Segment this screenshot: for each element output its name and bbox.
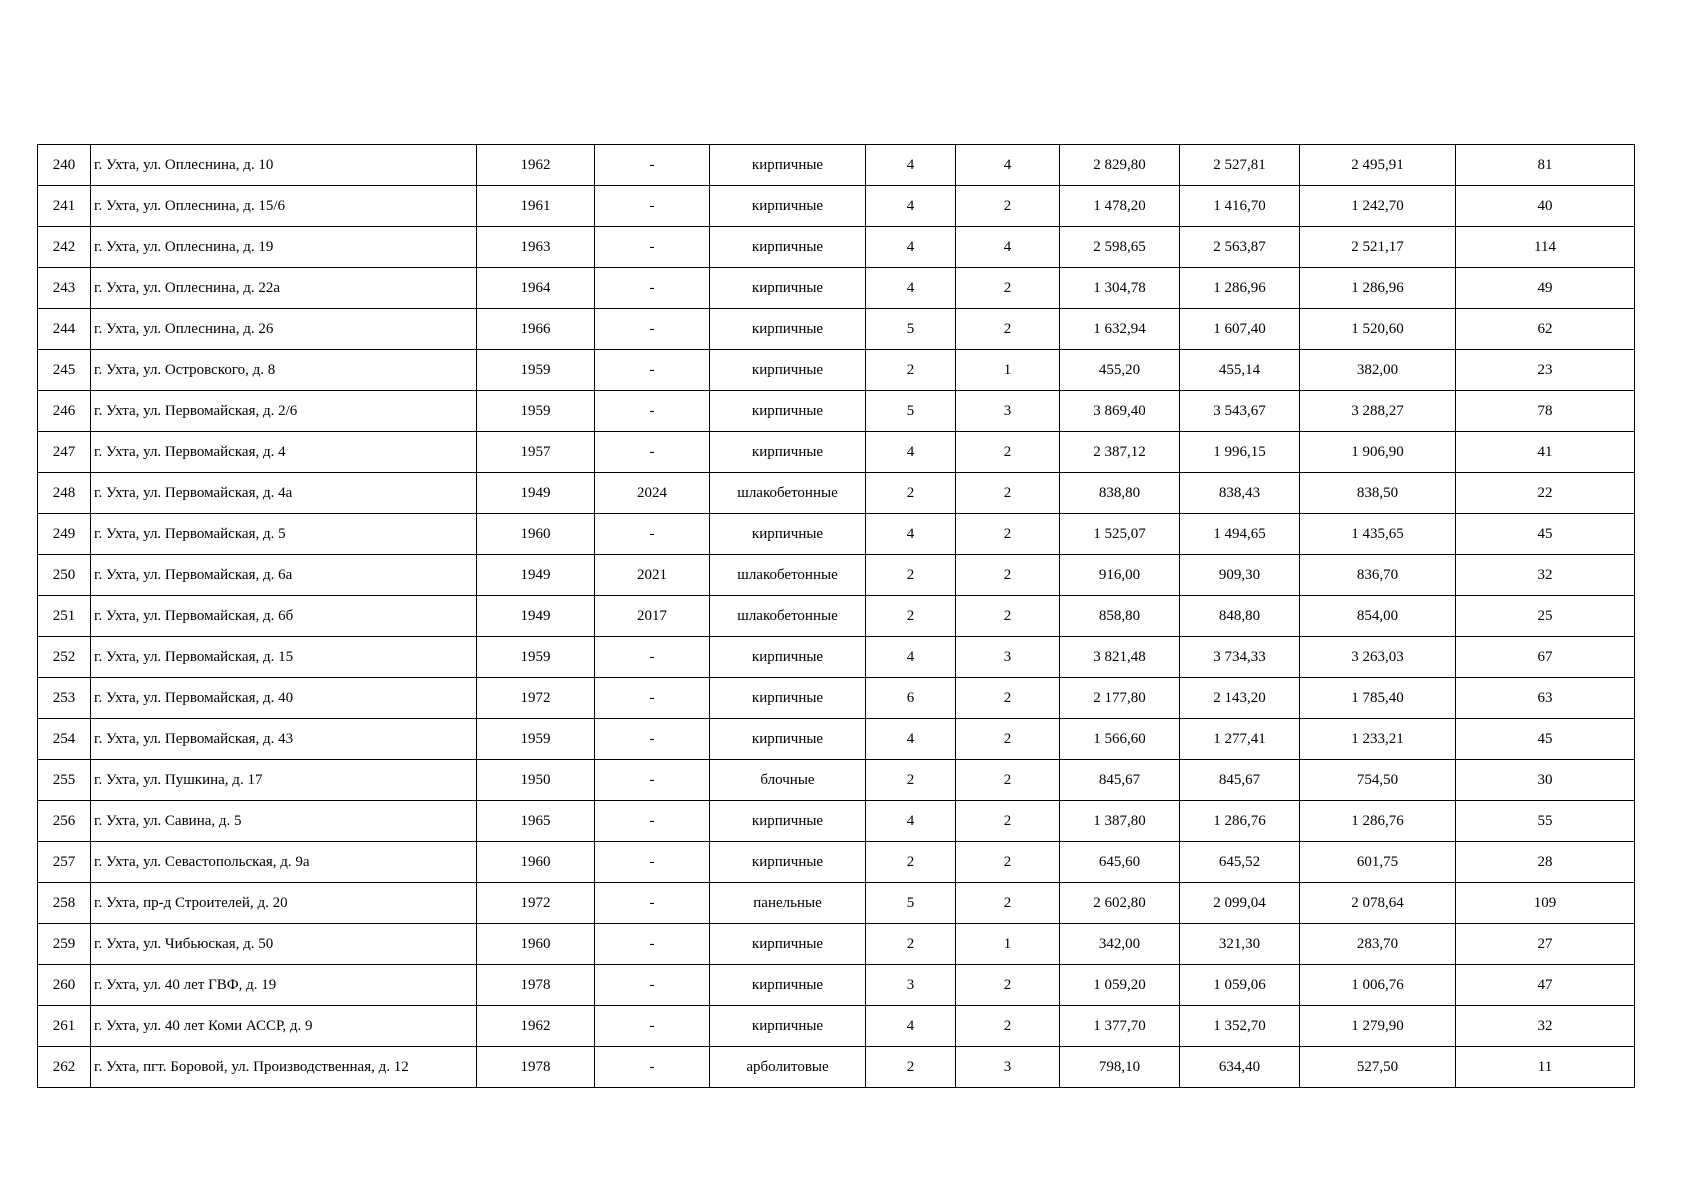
row-number: 252	[38, 637, 91, 678]
table-row	[38, 514, 1635, 555]
entrances-cell: 2	[956, 842, 1060, 883]
address-cell: г. Ухта, пгт. Боровой, ул. Производственная, д. 12	[91, 1047, 477, 1088]
floors-cell: 4	[866, 801, 956, 842]
row-number: 241	[38, 186, 91, 227]
floors-cell: 2	[866, 924, 956, 965]
total-area-cell: 1 525,07	[1060, 514, 1180, 555]
table-row	[38, 432, 1635, 473]
residents-cell: 55	[1456, 801, 1635, 842]
row-number: 258	[38, 883, 91, 924]
entrances-cell: 2	[956, 801, 1060, 842]
renovation-year-cell: -	[595, 760, 710, 801]
entrances-cell: 2	[956, 309, 1060, 350]
year-built-cell: 1957	[477, 432, 595, 473]
table-row	[38, 309, 1635, 350]
row-number: 253	[38, 678, 91, 719]
residential-area-cell: 1 906,90	[1300, 432, 1456, 473]
living-area-cell: 1 607,40	[1180, 309, 1300, 350]
address-cell: г. Ухта, ул. Островского, д. 8	[91, 350, 477, 391]
renovation-year-cell: 2024	[595, 473, 710, 514]
row-number: 240	[38, 145, 91, 186]
wall-material-cell: кирпичные	[710, 801, 866, 842]
floors-cell: 4	[866, 186, 956, 227]
floors-cell: 4	[866, 227, 956, 268]
renovation-year-cell: -	[595, 965, 710, 1006]
row-number: 257	[38, 842, 91, 883]
renovation-year-cell: 2021	[595, 555, 710, 596]
renovation-year-cell: -	[595, 432, 710, 473]
total-area-cell: 1 566,60	[1060, 719, 1180, 760]
entrances-cell: 2	[956, 1006, 1060, 1047]
entrances-cell: 3	[956, 391, 1060, 432]
floors-cell: 5	[866, 883, 956, 924]
floors-cell: 2	[866, 555, 956, 596]
row-number: 256	[38, 801, 91, 842]
renovation-year-cell: -	[595, 145, 710, 186]
year-built-cell: 1960	[477, 514, 595, 555]
year-built-cell: 1959	[477, 637, 595, 678]
table-row	[38, 678, 1635, 719]
residential-area-cell: 2 078,64	[1300, 883, 1456, 924]
wall-material-cell: кирпичные	[710, 965, 866, 1006]
wall-material-cell: кирпичные	[710, 719, 866, 760]
row-number: 260	[38, 965, 91, 1006]
floors-cell: 2	[866, 473, 956, 514]
year-built-cell: 1961	[477, 186, 595, 227]
renovation-year-cell: -	[595, 1047, 710, 1088]
residents-cell: 63	[1456, 678, 1635, 719]
living-area-cell: 3 543,67	[1180, 391, 1300, 432]
wall-material-cell: шлакобетонные	[710, 473, 866, 514]
floors-cell: 4	[866, 637, 956, 678]
table-row	[38, 719, 1635, 760]
renovation-year-cell: -	[595, 678, 710, 719]
table-row	[38, 268, 1635, 309]
year-built-cell: 1965	[477, 801, 595, 842]
residential-area-cell: 3 288,27	[1300, 391, 1456, 432]
renovation-year-cell: -	[595, 227, 710, 268]
row-number: 244	[38, 309, 91, 350]
living-area-cell: 1 059,06	[1180, 965, 1300, 1006]
wall-material-cell: кирпичные	[710, 186, 866, 227]
row-number: 243	[38, 268, 91, 309]
total-area-cell: 2 829,80	[1060, 145, 1180, 186]
total-area-cell: 2 177,80	[1060, 678, 1180, 719]
address-cell: г. Ухта, ул. 40 лет ГВФ, д. 19	[91, 965, 477, 1006]
year-built-cell: 1972	[477, 883, 595, 924]
wall-material-cell: кирпичные	[710, 842, 866, 883]
table-row	[38, 924, 1635, 965]
entrances-cell: 3	[956, 1047, 1060, 1088]
row-number: 249	[38, 514, 91, 555]
total-area-cell: 798,10	[1060, 1047, 1180, 1088]
floors-cell: 2	[866, 1047, 956, 1088]
renovation-year-cell: -	[595, 391, 710, 432]
total-area-cell: 1 304,78	[1060, 268, 1180, 309]
renovation-year-cell: -	[595, 350, 710, 391]
entrances-cell: 2	[956, 514, 1060, 555]
table-row	[38, 391, 1635, 432]
residents-cell: 78	[1456, 391, 1635, 432]
wall-material-cell: кирпичные	[710, 145, 866, 186]
wall-material-cell: кирпичные	[710, 514, 866, 555]
wall-material-cell: кирпичные	[710, 391, 866, 432]
total-area-cell: 1 632,94	[1060, 309, 1180, 350]
living-area-cell: 645,52	[1180, 842, 1300, 883]
address-cell: г. Ухта, ул. 40 лет Коми АССР, д. 9	[91, 1006, 477, 1047]
entrances-cell: 1	[956, 350, 1060, 391]
residents-cell: 45	[1456, 719, 1635, 760]
year-built-cell: 1962	[477, 1006, 595, 1047]
floors-cell: 2	[866, 596, 956, 637]
living-area-cell: 838,43	[1180, 473, 1300, 514]
total-area-cell: 845,67	[1060, 760, 1180, 801]
entrances-cell: 2	[956, 555, 1060, 596]
entrances-cell: 2	[956, 432, 1060, 473]
floors-cell: 4	[866, 432, 956, 473]
wall-material-cell: кирпичные	[710, 227, 866, 268]
floors-cell: 2	[866, 842, 956, 883]
year-built-cell: 1978	[477, 965, 595, 1006]
year-built-cell: 1964	[477, 268, 595, 309]
year-built-cell: 1966	[477, 309, 595, 350]
total-area-cell: 2 387,12	[1060, 432, 1180, 473]
residential-area-cell: 836,70	[1300, 555, 1456, 596]
table-row	[38, 760, 1635, 801]
residential-area-cell: 754,50	[1300, 760, 1456, 801]
renovation-year-cell: -	[595, 842, 710, 883]
residential-area-cell: 601,75	[1300, 842, 1456, 883]
address-cell: г. Ухта, ул. Первомайская, д. 5	[91, 514, 477, 555]
row-number: 246	[38, 391, 91, 432]
residential-area-cell: 1 520,60	[1300, 309, 1456, 350]
row-number: 245	[38, 350, 91, 391]
address-cell: г. Ухта, ул. Пушкина, д. 17	[91, 760, 477, 801]
residential-area-cell: 1 435,65	[1300, 514, 1456, 555]
year-built-cell: 1959	[477, 391, 595, 432]
living-area-cell: 1 277,41	[1180, 719, 1300, 760]
living-area-cell: 1 996,15	[1180, 432, 1300, 473]
living-area-cell: 634,40	[1180, 1047, 1300, 1088]
renovation-year-cell: -	[595, 719, 710, 760]
residential-area-cell: 1 006,76	[1300, 965, 1456, 1006]
address-cell: г. Ухта, ул. Первомайская, д. 4	[91, 432, 477, 473]
address-cell: г. Ухта, ул. Оплеснина, д. 15/6	[91, 186, 477, 227]
row-number: 259	[38, 924, 91, 965]
residents-cell: 67	[1456, 637, 1635, 678]
row-number: 251	[38, 596, 91, 637]
year-built-cell: 1959	[477, 719, 595, 760]
address-cell: г. Ухта, ул. Оплеснина, д. 19	[91, 227, 477, 268]
year-built-cell: 1972	[477, 678, 595, 719]
table-row	[38, 801, 1635, 842]
address-cell: г. Ухта, ул. Первомайская, д. 2/6	[91, 391, 477, 432]
address-cell: г. Ухта, пр-д Строителей, д. 20	[91, 883, 477, 924]
address-cell: г. Ухта, ул. Оплеснина, д. 26	[91, 309, 477, 350]
address-cell: г. Ухта, ул. Чибьюская, д. 50	[91, 924, 477, 965]
table-row	[38, 842, 1635, 883]
row-number: 261	[38, 1006, 91, 1047]
floors-cell: 5	[866, 309, 956, 350]
residents-cell: 28	[1456, 842, 1635, 883]
address-cell: г. Ухта, ул. Первомайская, д. 15	[91, 637, 477, 678]
living-area-cell: 1 494,65	[1180, 514, 1300, 555]
residents-cell: 114	[1456, 227, 1635, 268]
floors-cell: 4	[866, 1006, 956, 1047]
total-area-cell: 916,00	[1060, 555, 1180, 596]
residential-area-cell: 2 495,91	[1300, 145, 1456, 186]
wall-material-cell: кирпичные	[710, 268, 866, 309]
table-row	[38, 473, 1635, 514]
wall-material-cell: арболитовые	[710, 1047, 866, 1088]
residents-cell: 32	[1456, 1006, 1635, 1047]
table-row	[38, 596, 1635, 637]
row-number: 254	[38, 719, 91, 760]
residents-cell: 22	[1456, 473, 1635, 514]
residential-area-cell: 854,00	[1300, 596, 1456, 637]
address-cell: г. Ухта, ул. Первомайская, д. 6а	[91, 555, 477, 596]
living-area-cell: 1 286,96	[1180, 268, 1300, 309]
living-area-cell: 2 099,04	[1180, 883, 1300, 924]
residents-cell: 49	[1456, 268, 1635, 309]
residents-cell: 109	[1456, 883, 1635, 924]
table-body	[38, 145, 1635, 1088]
residents-cell: 45	[1456, 514, 1635, 555]
total-area-cell: 2 598,65	[1060, 227, 1180, 268]
wall-material-cell: панельные	[710, 883, 866, 924]
residential-area-cell: 382,00	[1300, 350, 1456, 391]
entrances-cell: 3	[956, 637, 1060, 678]
entrances-cell: 2	[956, 596, 1060, 637]
renovation-year-cell: -	[595, 924, 710, 965]
living-area-cell: 2 143,20	[1180, 678, 1300, 719]
residents-cell: 11	[1456, 1047, 1635, 1088]
residential-area-cell: 1 242,70	[1300, 186, 1456, 227]
residential-area-cell: 1 279,90	[1300, 1006, 1456, 1047]
living-area-cell: 1 416,70	[1180, 186, 1300, 227]
total-area-cell: 1 478,20	[1060, 186, 1180, 227]
table-row	[38, 1006, 1635, 1047]
renovation-year-cell: -	[595, 801, 710, 842]
total-area-cell: 3 821,48	[1060, 637, 1180, 678]
year-built-cell: 1963	[477, 227, 595, 268]
row-number: 262	[38, 1047, 91, 1088]
floors-cell: 4	[866, 145, 956, 186]
renovation-year-cell: -	[595, 1006, 710, 1047]
entrances-cell: 2	[956, 883, 1060, 924]
entrances-cell: 4	[956, 227, 1060, 268]
wall-material-cell: блочные	[710, 760, 866, 801]
row-number: 242	[38, 227, 91, 268]
address-cell: г. Ухта, ул. Первомайская, д. 4а	[91, 473, 477, 514]
wall-material-cell: кирпичные	[710, 350, 866, 391]
residents-cell: 47	[1456, 965, 1635, 1006]
wall-material-cell: шлакобетонные	[710, 555, 866, 596]
table-row	[38, 555, 1635, 596]
total-area-cell: 1 387,80	[1060, 801, 1180, 842]
residential-area-cell: 1 785,40	[1300, 678, 1456, 719]
total-area-cell: 1 059,20	[1060, 965, 1180, 1006]
row-number: 248	[38, 473, 91, 514]
total-area-cell: 3 869,40	[1060, 391, 1180, 432]
table-row	[38, 145, 1635, 186]
floors-cell: 4	[866, 719, 956, 760]
living-area-cell: 848,80	[1180, 596, 1300, 637]
floors-cell: 3	[866, 965, 956, 1006]
year-built-cell: 1949	[477, 555, 595, 596]
residents-cell: 62	[1456, 309, 1635, 350]
wall-material-cell: кирпичные	[710, 432, 866, 473]
renovation-year-cell: -	[595, 637, 710, 678]
address-cell: г. Ухта, ул. Оплеснина, д. 22а	[91, 268, 477, 309]
renovation-year-cell: -	[595, 186, 710, 227]
row-number: 247	[38, 432, 91, 473]
wall-material-cell: кирпичные	[710, 637, 866, 678]
entrances-cell: 2	[956, 268, 1060, 309]
floors-cell: 5	[866, 391, 956, 432]
total-area-cell: 455,20	[1060, 350, 1180, 391]
living-area-cell: 1 352,70	[1180, 1006, 1300, 1047]
residents-cell: 41	[1456, 432, 1635, 473]
housing-table	[37, 144, 1635, 1088]
entrances-cell: 2	[956, 719, 1060, 760]
total-area-cell: 645,60	[1060, 842, 1180, 883]
wall-material-cell: кирпичные	[710, 678, 866, 719]
entrances-cell: 2	[956, 678, 1060, 719]
table-row	[38, 1047, 1635, 1088]
table-row	[38, 965, 1635, 1006]
residential-area-cell: 3 263,03	[1300, 637, 1456, 678]
living-area-cell: 909,30	[1180, 555, 1300, 596]
living-area-cell: 3 734,33	[1180, 637, 1300, 678]
year-built-cell: 1962	[477, 145, 595, 186]
residential-area-cell: 1 233,21	[1300, 719, 1456, 760]
living-area-cell: 845,67	[1180, 760, 1300, 801]
residential-area-cell: 283,70	[1300, 924, 1456, 965]
residential-area-cell: 527,50	[1300, 1047, 1456, 1088]
total-area-cell: 342,00	[1060, 924, 1180, 965]
living-area-cell: 2 563,87	[1180, 227, 1300, 268]
year-built-cell: 1978	[477, 1047, 595, 1088]
address-cell: г. Ухта, ул. Первомайская, д. 6б	[91, 596, 477, 637]
residents-cell: 32	[1456, 555, 1635, 596]
wall-material-cell: шлакобетонные	[710, 596, 866, 637]
year-built-cell: 1949	[477, 596, 595, 637]
residential-area-cell: 1 286,96	[1300, 268, 1456, 309]
floors-cell: 2	[866, 350, 956, 391]
floors-cell: 4	[866, 268, 956, 309]
residents-cell: 81	[1456, 145, 1635, 186]
entrances-cell: 2	[956, 473, 1060, 514]
residential-area-cell: 1 286,76	[1300, 801, 1456, 842]
floors-cell: 4	[866, 514, 956, 555]
table-row	[38, 227, 1635, 268]
address-cell: г. Ухта, ул. Оплеснина, д. 10	[91, 145, 477, 186]
living-area-cell: 1 286,76	[1180, 801, 1300, 842]
entrances-cell: 1	[956, 924, 1060, 965]
year-built-cell: 1960	[477, 842, 595, 883]
residential-area-cell: 2 521,17	[1300, 227, 1456, 268]
row-number: 255	[38, 760, 91, 801]
total-area-cell: 838,80	[1060, 473, 1180, 514]
residents-cell: 27	[1456, 924, 1635, 965]
residents-cell: 40	[1456, 186, 1635, 227]
renovation-year-cell: -	[595, 883, 710, 924]
total-area-cell: 1 377,70	[1060, 1006, 1180, 1047]
residents-cell: 23	[1456, 350, 1635, 391]
entrances-cell: 2	[956, 760, 1060, 801]
living-area-cell: 2 527,81	[1180, 145, 1300, 186]
renovation-year-cell: -	[595, 514, 710, 555]
residential-area-cell: 838,50	[1300, 473, 1456, 514]
total-area-cell: 858,80	[1060, 596, 1180, 637]
wall-material-cell: кирпичные	[710, 924, 866, 965]
residents-cell: 25	[1456, 596, 1635, 637]
table-row	[38, 350, 1635, 391]
total-area-cell: 2 602,80	[1060, 883, 1180, 924]
living-area-cell: 455,14	[1180, 350, 1300, 391]
table-row	[38, 186, 1635, 227]
entrances-cell: 2	[956, 965, 1060, 1006]
year-built-cell: 1950	[477, 760, 595, 801]
table-row	[38, 637, 1635, 678]
renovation-year-cell: -	[595, 309, 710, 350]
entrances-cell: 4	[956, 145, 1060, 186]
residents-cell: 30	[1456, 760, 1635, 801]
floors-cell: 6	[866, 678, 956, 719]
address-cell: г. Ухта, ул. Первомайская, д. 40	[91, 678, 477, 719]
table-row	[38, 883, 1635, 924]
row-number: 250	[38, 555, 91, 596]
floors-cell: 2	[866, 760, 956, 801]
address-cell: г. Ухта, ул. Севастопольская, д. 9а	[91, 842, 477, 883]
address-cell: г. Ухта, ул. Первомайская, д. 43	[91, 719, 477, 760]
wall-material-cell: кирпичные	[710, 1006, 866, 1047]
year-built-cell: 1949	[477, 473, 595, 514]
year-built-cell: 1960	[477, 924, 595, 965]
living-area-cell: 321,30	[1180, 924, 1300, 965]
entrances-cell: 2	[956, 186, 1060, 227]
renovation-year-cell: -	[595, 268, 710, 309]
renovation-year-cell: 2017	[595, 596, 710, 637]
address-cell: г. Ухта, ул. Савина, д. 5	[91, 801, 477, 842]
wall-material-cell: кирпичные	[710, 309, 866, 350]
year-built-cell: 1959	[477, 350, 595, 391]
